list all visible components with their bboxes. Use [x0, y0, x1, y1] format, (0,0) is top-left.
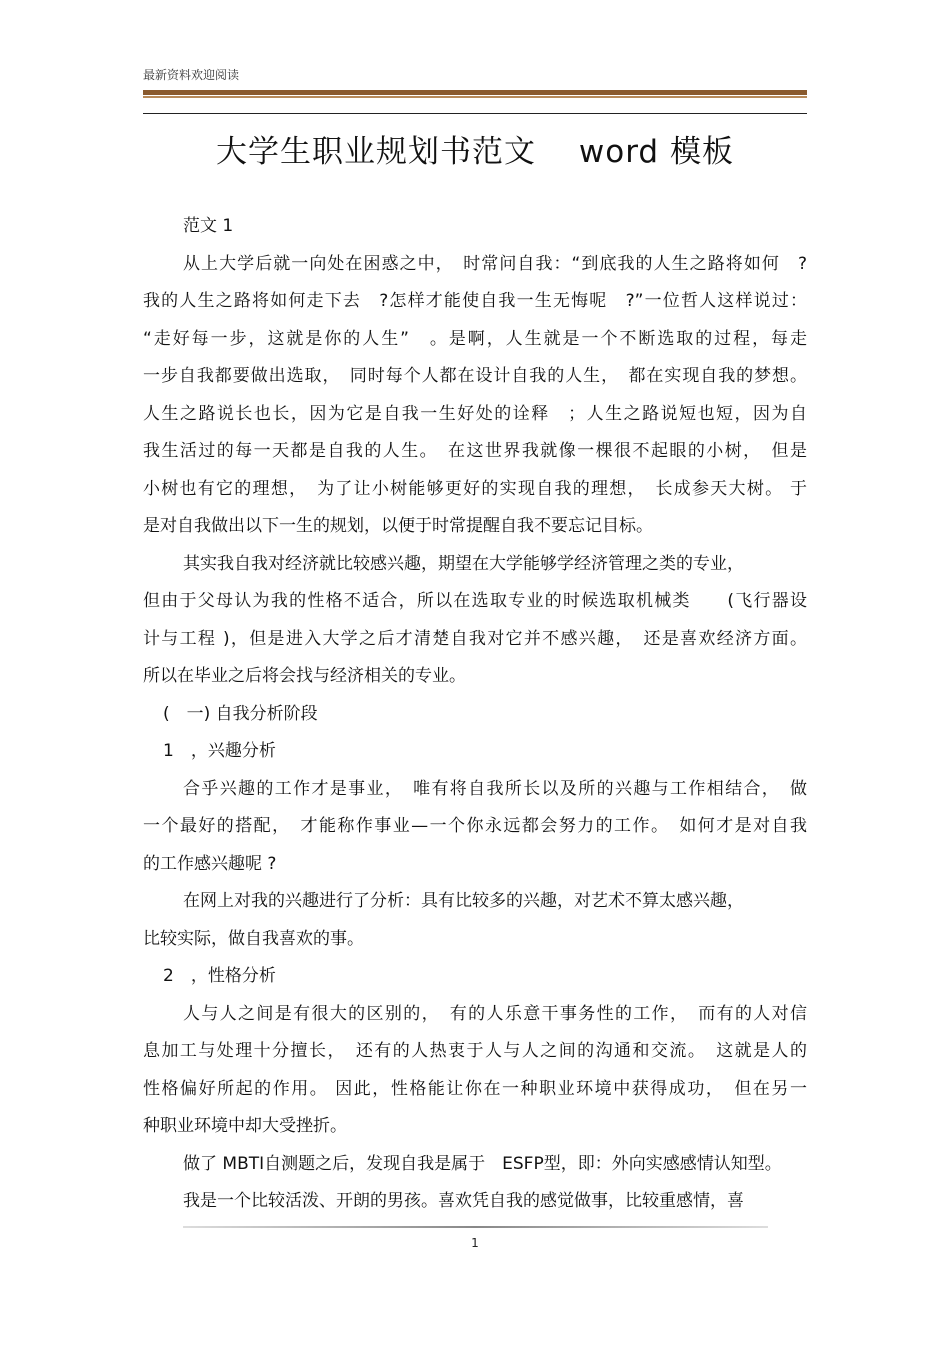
text-line: 从上大学后就一向处在困惑之中， 时常问自我：“到底我的人生之路将如何 ? [183, 253, 807, 274]
header-rule-thick [143, 90, 807, 95]
text-line: 一步自我都要做出选取， 同时每个人都在设计自我的人生， 都在实现自我的梦想。 [143, 366, 807, 386]
running-header: 最新资料欢迎阅读 [143, 68, 240, 82]
text-line: 做了 MBTI自测题之后，发现自我是属于 ESFP型，即：外向实感感情认知型。 [183, 1153, 782, 1174]
text-line: 性格偏好所起的作用。 因此，性格能让你在一种职业环境中获得成功， 但在另一 [143, 1078, 807, 1099]
text-line: 人与人之间是有很大的区别的， 有的人乐意干事务性的工作， 而有的人对信 [183, 1003, 807, 1024]
text-line: 所以在毕业之后将会找与经济相关的专业。 [143, 666, 466, 686]
text-line: 合乎兴趣的工作才是事业， 唯有将自我所长以及所的兴趣与工作相结合， 做 [183, 778, 807, 799]
text-line: 小树也有它的理想， 为了让小树能够更好的实现自我的理想， 长成参天大树。 于 [143, 478, 807, 499]
subsection-heading: 1 ，兴趣分析 [163, 741, 276, 761]
text-line: 计与工程 )，但是进入大学之后才清楚自我对它并不感兴趣， 还是喜欢经济方面。 [143, 628, 807, 649]
header-rule-accent [143, 96, 807, 98]
text-line: 一个最好的搭配， 才能称作事业—一个你永远都会努力的工作。 如何才是对自我 [143, 816, 807, 836]
header-rule-thin [143, 113, 807, 114]
page-number: 1 [471, 1236, 479, 1250]
document-title: 大学生职业规划书范文 word 模板 [216, 134, 734, 170]
text-line: 我是一个比较活泼、开朗的男孩。喜欢凭自我的感觉做事，比较重感情，喜 [183, 1191, 744, 1211]
text-line: 但由于父母认为我的性格不适合，所以在选取专业的时候选取机械类 (飞行器设 [143, 591, 807, 611]
text-line: 我生活过的每一天都是自我的人生。 在这世界我就像一棵很不起眼的小树， 但是 [143, 441, 807, 461]
text-line: 息加工与处理十分擅长， 还有的人热衷于人与人之间的沟通和交流。 这就是人的 [143, 1041, 807, 1061]
subsection-heading: 2 ，性格分析 [163, 966, 276, 986]
footer-rule [183, 1226, 768, 1228]
text-line: 是对自我做出以下一生的规划，以便于时常提醒自我不要忘记目标。 [143, 516, 653, 536]
text-line: 范文 1 [183, 216, 234, 236]
text-line: 我的人生之路将如何走下去 ?怎样才能使自我一生无悔呢 ?”一位哲人这样说过： [143, 291, 807, 311]
text-line: 在网上对我的兴趣进行了分析：具有比较多的兴趣，对艺术不算太感兴趣， [183, 891, 744, 911]
text-line: 其实我自我对经济就比较感兴趣，期望在大学能够学经济管理之类的专业， [183, 553, 744, 574]
text-line: 种职业环境中却大受挫折。 [143, 1116, 347, 1136]
section-heading: ( 一) 自我分析阶段 [163, 703, 318, 724]
text-line: 比较实际，做自我喜欢的事。 [143, 928, 364, 949]
text-line: “走好每一步，这就是你的人生” 。是啊，人生就是一个不断选取的过程，每走 [143, 328, 807, 349]
text-line: 的工作感兴趣呢 ? [143, 853, 277, 874]
body-text [143, 208, 807, 1221]
text-line: 人生之路说长也长，因为它是自我一生好处的诠释 ；人生之路说短也短，因为自 [143, 403, 807, 424]
